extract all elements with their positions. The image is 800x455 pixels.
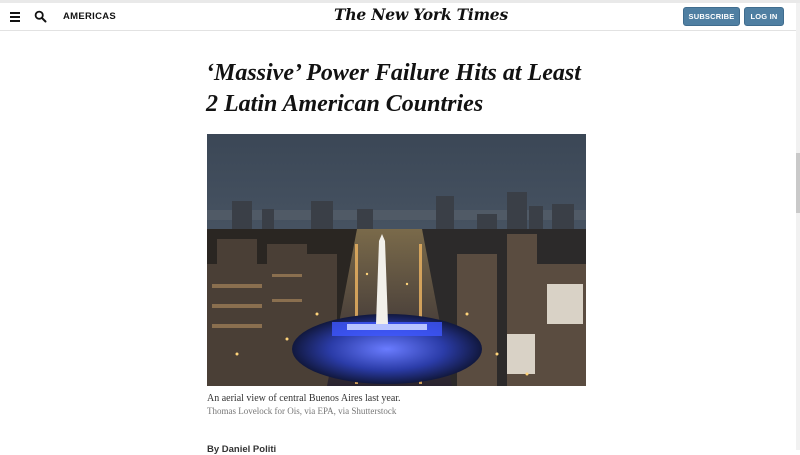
image-credit: Thomas Lovelock for Ois, via EPA, via Shutterstock [207, 406, 397, 416]
site-header [0, 3, 796, 31]
article-headline: ‘Massive’ Power Failure Hits at Least 2 Latin American Countries [206, 60, 581, 117]
article-byline[interactable]: By Daniel Politi [207, 444, 277, 455]
image-caption: An aerial view of central Buenos Aires last year. [207, 393, 401, 404]
page-scrollbar[interactable] [796, 3, 800, 450]
scrollbar-thumb[interactable] [796, 153, 800, 213]
hamburger-menu-icon[interactable] [10, 12, 20, 21]
subscribe-button[interactable]: SUBSCRIBE [683, 7, 740, 26]
site-logo[interactable]: The New York Times [334, 5, 508, 24]
section-label[interactable]: AMERICAS [63, 11, 117, 22]
search-icon[interactable] [34, 10, 47, 23]
login-button[interactable]: LOG IN [744, 7, 784, 26]
article-hero-image [207, 134, 586, 386]
